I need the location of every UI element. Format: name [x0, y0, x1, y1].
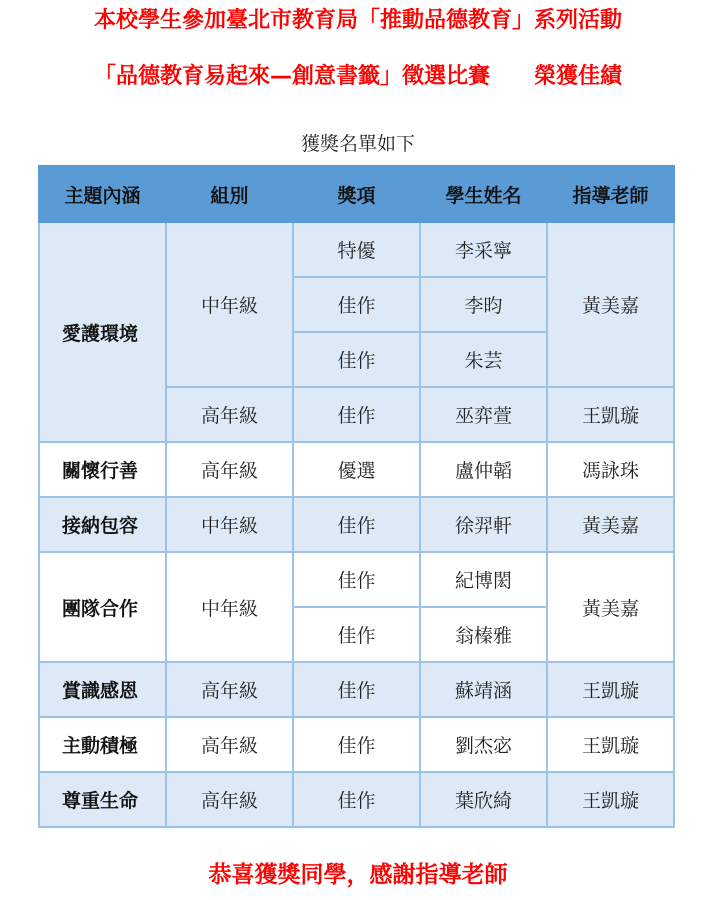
theme-cell: 尊重生命 [39, 772, 166, 827]
table-row [39, 552, 674, 607]
student-cell: 劉杰宓 [420, 717, 547, 772]
table-row [39, 442, 674, 497]
award-cell: 優選 [293, 442, 420, 497]
group-cell: 中年級 [166, 552, 293, 662]
header-theme: 主題內涵 [39, 166, 166, 222]
award-cell: 佳作 [293, 277, 420, 332]
header-row [39, 166, 674, 222]
student-cell: 朱芸 [420, 332, 547, 387]
award-cell: 佳作 [293, 607, 420, 662]
header-student: 學生姓名 [420, 166, 547, 222]
group-cell: 中年級 [166, 497, 293, 552]
teacher-cell: 黃美嘉 [547, 497, 674, 552]
table-subtitle: 獲獎名單如下 [300, 133, 415, 155]
theme-cell: 愛護環境 [39, 222, 166, 442]
student-cell: 巫弈萱 [420, 387, 547, 442]
teacher-cell: 王凱璇 [547, 387, 674, 442]
header-award: 獎項 [293, 166, 420, 222]
student-cell: 盧仲韜 [420, 442, 547, 497]
table-row [39, 717, 674, 772]
theme-cell: 賞識感恩 [39, 662, 166, 717]
teacher-cell: 馮詠珠 [547, 442, 674, 497]
table-row [39, 772, 674, 827]
award-cell: 特優 [293, 222, 420, 277]
group-cell: 高年級 [166, 717, 293, 772]
award-cell: 佳作 [293, 332, 420, 387]
teacher-cell: 黃美嘉 [547, 222, 674, 387]
group-cell: 高年級 [166, 387, 293, 442]
teacher-cell: 黃美嘉 [547, 552, 674, 662]
table-row [39, 497, 674, 552]
congratulations-footer: 恭喜獲獎同學，感謝指導老師 [208, 862, 508, 888]
teacher-cell: 王凱璇 [547, 662, 674, 717]
theme-cell: 接納包容 [39, 497, 166, 552]
group-cell: 高年級 [166, 772, 293, 827]
student-cell: 紀博閎 [420, 552, 547, 607]
student-cell: 翁榛雅 [420, 607, 547, 662]
group-cell: 中年級 [166, 222, 293, 387]
award-cell: 佳作 [293, 662, 420, 717]
student-cell: 李昀 [420, 277, 547, 332]
theme-cell: 主動積極 [39, 717, 166, 772]
teacher-cell: 王凱璇 [547, 717, 674, 772]
student-cell: 李采寧 [420, 222, 547, 277]
theme-cell: 團隊合作 [39, 552, 166, 662]
award-table [38, 165, 675, 828]
header-teacher: 指導老師 [547, 166, 674, 222]
header-group: 組別 [166, 166, 293, 222]
theme-cell: 關懷行善 [39, 442, 166, 497]
student-cell: 徐羿軒 [420, 497, 547, 552]
award-cell: 佳作 [293, 552, 420, 607]
teacher-cell: 王凱璇 [547, 772, 674, 827]
headline-line-2: 「品德教育易起來—創意書籤」徵選比賽 榮獲佳績 [93, 64, 622, 89]
table-row [39, 222, 674, 277]
award-cell: 佳作 [293, 387, 420, 442]
student-cell: 蘇靖涵 [420, 662, 547, 717]
award-cell: 佳作 [293, 497, 420, 552]
group-cell: 高年級 [166, 662, 293, 717]
table-row [39, 662, 674, 717]
award-cell: 佳作 [293, 772, 420, 827]
headline-line-1: 本校學生參加臺北市教育局「推動品德教育」系列活動 [93, 8, 622, 33]
group-cell: 高年級 [166, 442, 293, 497]
student-cell: 葉欣綺 [420, 772, 547, 827]
award-cell: 佳作 [293, 717, 420, 772]
